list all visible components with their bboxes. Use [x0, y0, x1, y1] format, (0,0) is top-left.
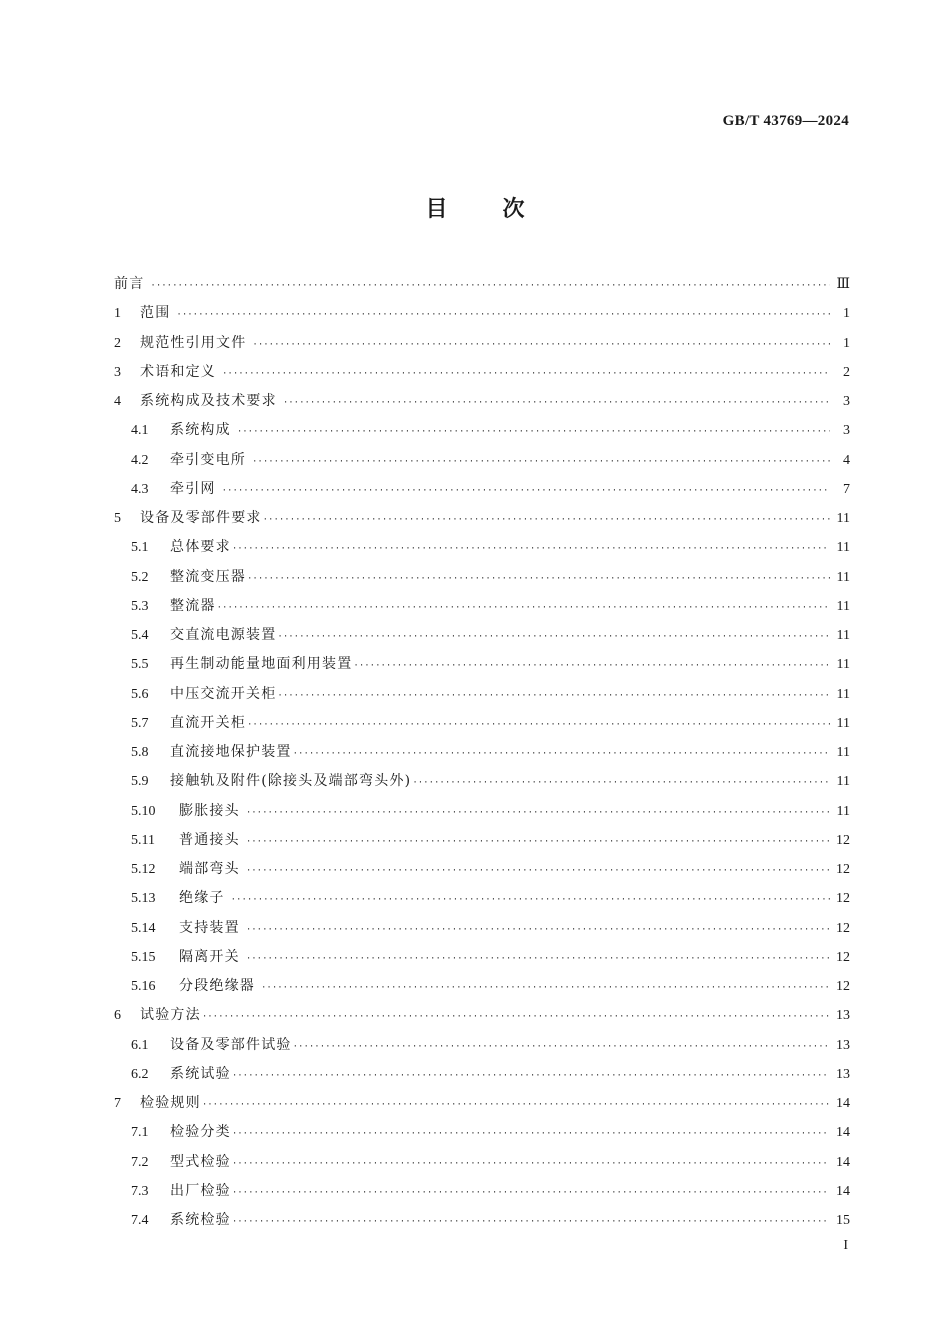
toc-dot-leader	[252, 448, 830, 477]
toc-entry-page: 14	[836, 1183, 850, 1199]
toc-entry[interactable]	[114, 1148, 850, 1177]
toc-dot-leader	[293, 1033, 830, 1062]
toc-dot-leader	[217, 594, 830, 623]
toc-entry-label: 前言	[114, 276, 145, 292]
toc-entry-label: 总体要求	[170, 539, 231, 556]
toc-entry-page: 1	[843, 335, 850, 351]
toc-entry-page: 11	[836, 511, 850, 526]
toc-dot-leader	[232, 1120, 830, 1149]
toc-entry[interactable]	[114, 1118, 850, 1147]
toc-entry-page: 14	[836, 1096, 850, 1111]
toc-entry[interactable]	[114, 475, 850, 504]
toc-entry-page: 11	[836, 628, 850, 643]
toc-entry-number: 5.13	[131, 891, 156, 907]
toc-entry-page: 15	[836, 1213, 850, 1228]
toc-entry-number: 5.1	[131, 540, 149, 556]
toc-entry-label: 端部弯头	[179, 861, 240, 877]
toc-entry-label: 出厂检验	[170, 1182, 231, 1199]
toc-dot-leader	[277, 623, 830, 652]
toc-entry-number: 6.2	[131, 1066, 149, 1082]
toc-entry-label: 中压交流开关柜	[170, 685, 277, 702]
toc-entry-label: 试验方法	[140, 1007, 201, 1024]
toc-dot-leader	[263, 506, 830, 535]
toc-entry-page: 11	[836, 774, 850, 790]
toc-entry-page: 11	[836, 540, 850, 556]
toc-entry-number: 4	[114, 394, 121, 409]
toc-entry-page: 12	[836, 832, 850, 848]
toc-entry[interactable]	[114, 914, 850, 943]
toc-entry[interactable]	[114, 358, 850, 387]
toc-entry-number: 5	[114, 511, 121, 526]
toc-dot-leader	[232, 1179, 830, 1208]
toc-entry[interactable]	[114, 943, 850, 972]
toc-dot-leader	[246, 828, 830, 857]
toc-entry[interactable]	[114, 767, 850, 796]
toc-entry-label: 整流器	[170, 597, 216, 614]
table-of-contents	[114, 270, 850, 1235]
toc-dot-leader	[246, 857, 830, 886]
toc-entry-label: 系统检验	[170, 1212, 231, 1228]
toc-entry-label: 绝缘子	[179, 890, 225, 907]
toc-entry[interactable]	[114, 621, 850, 650]
toc-entry-label: 范围	[140, 305, 171, 322]
toc-entry-label: 普通接头	[179, 831, 240, 848]
toc-entry-number: 5.12	[131, 862, 156, 877]
toc-entry-page: 4	[843, 452, 850, 468]
toc-entry-label: 术语和定义	[140, 363, 216, 380]
toc-entry-page: 1	[843, 306, 850, 322]
toc-dot-leader	[246, 799, 830, 828]
toc-entry[interactable]	[114, 592, 850, 621]
toc-dot-leader	[246, 916, 830, 945]
toc-entry-number: 4.2	[131, 452, 149, 468]
toc-entry-number: 5.8	[131, 745, 149, 760]
toc-entry-number: 5.9	[131, 774, 149, 790]
toc-entry-number: 7.3	[131, 1183, 149, 1199]
toc-entry-label: 系统试验	[170, 1065, 231, 1082]
page-number: I	[843, 1238, 848, 1253]
toc-entry-page: 13	[836, 1008, 850, 1024]
toc-entry-number: 4.3	[131, 481, 149, 497]
toc-entry-label: 整流变压器	[170, 568, 246, 585]
toc-dot-leader	[252, 331, 830, 360]
toc-entry-page: 2	[843, 364, 850, 380]
toc-entry-page: 11	[836, 686, 850, 702]
toc-entry-number: 5.16	[131, 979, 156, 994]
toc-entry[interactable]	[114, 1031, 850, 1060]
page-title: 目次	[425, 197, 580, 222]
toc-entry-number: 5.5	[131, 657, 149, 673]
toc-dot-leader	[222, 360, 830, 389]
toc-entry-page: 11	[836, 803, 850, 819]
toc-entry-page: 3	[843, 394, 850, 409]
toc-entry-number: 7.1	[131, 1125, 149, 1141]
toc-entry-label: 设备及零部件试验	[170, 1036, 292, 1053]
toc-entry-page: 11	[836, 569, 850, 585]
toc-entry-page: 3	[843, 423, 850, 439]
toc-entry-number: 1	[114, 306, 121, 322]
toc-entry[interactable]	[114, 1001, 850, 1030]
toc-dot-leader	[353, 652, 830, 681]
toc-entry[interactable]	[114, 533, 850, 562]
toc-entry-page: 12	[836, 862, 850, 877]
toc-entry[interactable]	[114, 299, 850, 328]
toc-entry-label: 牵引网	[170, 480, 216, 497]
toc-entry-page: 12	[836, 891, 850, 907]
toc-dot-leader	[231, 886, 830, 915]
toc-dot-leader	[202, 1091, 830, 1120]
toc-entry[interactable]	[114, 1206, 850, 1235]
toc-entry-number: 5.4	[131, 628, 149, 643]
toc-entry-number: 5.10	[131, 803, 156, 819]
toc-entry-number: 6.1	[131, 1037, 149, 1053]
toc-entry-number: 5.3	[131, 598, 149, 614]
toc-entry-label: 系统构成及技术要求	[140, 393, 277, 409]
toc-entry-label: 直流开关柜	[170, 714, 246, 731]
toc-entry[interactable]	[114, 972, 850, 1001]
toc-entry-label: 再生制动能量地面利用装置	[170, 656, 353, 673]
toc-entry-number: 7.2	[131, 1154, 149, 1170]
toc-entry[interactable]	[114, 650, 850, 679]
toc-entry[interactable]	[114, 416, 850, 445]
toc-entry-page: Ⅲ	[836, 277, 850, 292]
toc-entry-number: 3	[114, 364, 121, 380]
toc-entry-label: 检验规则	[140, 1095, 201, 1111]
toc-entry[interactable]	[114, 1177, 850, 1206]
toc-entry-number: 5.15	[131, 949, 156, 965]
toc-dot-leader	[150, 272, 830, 301]
toc-entry-label: 设备及零部件要求	[140, 510, 262, 526]
toc-entry-label: 隔离开关	[179, 948, 240, 965]
toc-dot-leader	[247, 565, 830, 594]
toc-entry-number: 5.14	[131, 920, 156, 936]
toc-entry-number: 5.7	[131, 715, 149, 731]
toc-entry-label: 直流接地保护装置	[170, 744, 292, 760]
toc-entry[interactable]	[114, 563, 850, 592]
toc-entry-number: 4.1	[131, 423, 149, 439]
toc-entry-page: 12	[836, 920, 850, 936]
toc-entry-label: 膨胀接头	[179, 802, 240, 819]
toc-entry[interactable]	[114, 884, 850, 913]
toc-entry-page: 11	[836, 657, 850, 673]
toc-dot-leader	[222, 477, 830, 506]
toc-entry[interactable]	[114, 387, 850, 416]
toc-entry[interactable]	[114, 270, 850, 299]
toc-entry-label: 支持装置	[179, 919, 240, 936]
toc-entry[interactable]	[114, 797, 850, 826]
toc-entry-label: 检验分类	[170, 1124, 231, 1141]
toc-dot-leader	[277, 682, 830, 711]
toc-entry-page: 13	[836, 1037, 850, 1053]
toc-entry-label: 接触轨及附件(除接头及端部弯头外)	[170, 773, 412, 790]
document-code: GB/T 43769—2024	[722, 113, 849, 129]
toc-entry-number: 5.2	[131, 569, 149, 585]
toc-entry-page: 14	[836, 1125, 850, 1141]
toc-entry[interactable]	[114, 738, 850, 767]
toc-entry-page: 11	[836, 598, 850, 614]
toc-dot-leader	[237, 418, 830, 447]
toc-dot-leader	[247, 711, 830, 740]
toc-entry-page: 11	[836, 715, 850, 731]
toc-dot-leader	[261, 974, 830, 1003]
toc-dot-leader	[283, 389, 830, 418]
toc-dot-leader	[293, 740, 830, 769]
toc-entry-label: 系统构成	[170, 422, 231, 439]
toc-entry[interactable]	[114, 329, 850, 358]
toc-entry-label: 规范性引用文件	[140, 334, 247, 351]
toc-entry-page: 14	[836, 1154, 850, 1170]
toc-entry[interactable]	[114, 826, 850, 855]
toc-entry[interactable]	[114, 709, 850, 738]
toc-entry[interactable]	[114, 680, 850, 709]
toc-entry-page: 13	[836, 1066, 850, 1082]
toc-entry-label: 型式检验	[170, 1153, 231, 1170]
toc-entry-page: 7	[843, 481, 850, 497]
toc-entry-label: 分段绝缘器	[179, 978, 255, 994]
toc-entry-label: 牵引变电所	[170, 451, 246, 468]
toc-dot-leader	[232, 1150, 830, 1179]
toc-entry-number: 6	[114, 1008, 121, 1024]
toc-entry-number: 5.11	[131, 832, 155, 848]
toc-entry[interactable]	[114, 504, 850, 533]
toc-dot-leader	[232, 1062, 830, 1091]
toc-dot-leader	[202, 1003, 830, 1032]
toc-entry[interactable]	[114, 1060, 850, 1089]
toc-entry-number: 5.6	[131, 686, 149, 702]
toc-entry-page: 12	[836, 949, 850, 965]
toc-entry-number: 7.4	[131, 1213, 149, 1228]
toc-entry-number: 2	[114, 335, 121, 351]
toc-entry[interactable]	[114, 855, 850, 884]
toc-dot-leader	[412, 769, 830, 798]
toc-entry[interactable]	[114, 446, 850, 475]
toc-dot-leader	[232, 1208, 830, 1237]
toc-dot-leader	[232, 535, 830, 564]
toc-dot-leader	[246, 945, 830, 974]
toc-entry-number: 7	[114, 1096, 121, 1111]
toc-dot-leader	[176, 301, 830, 330]
toc-entry-label: 交直流电源装置	[170, 627, 277, 643]
toc-entry-page: 11	[836, 745, 850, 760]
toc-entry-page: 12	[836, 979, 850, 994]
toc-entry[interactable]	[114, 1089, 850, 1118]
